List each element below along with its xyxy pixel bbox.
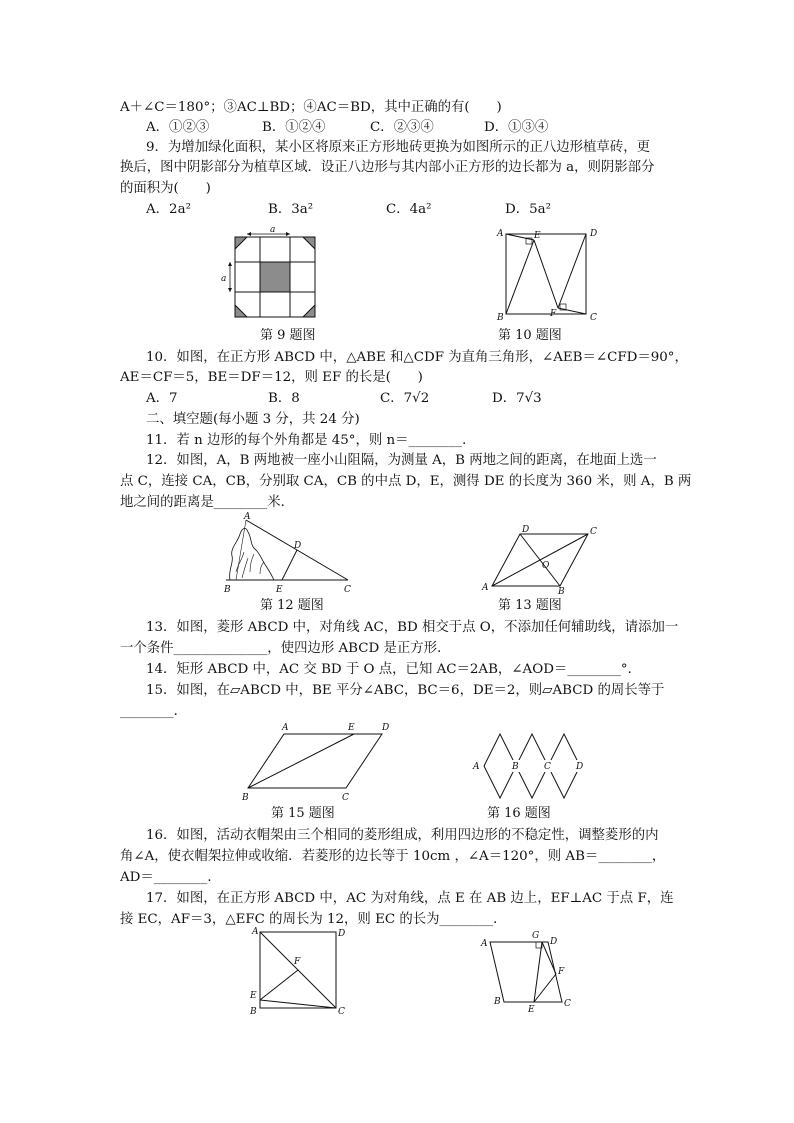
- fig15-label-c: C: [342, 793, 349, 803]
- fig17a-label-a: A: [252, 927, 259, 937]
- q9-option-c[interactable]: C．4a²: [386, 202, 432, 217]
- q10-option-b[interactable]: B．8: [268, 391, 300, 406]
- fig12-label-c: C: [344, 585, 351, 595]
- figure-13-rhombus: [480, 524, 605, 596]
- q9-text-1: 9．为增加绿化面积，某小区将原来正方形地砖更换为如图所示的正八边形植草砖，更: [146, 140, 650, 155]
- q12-text-2: 点 C，连接 CA，CB，分别取 CA，CB 的中点 D，E，测得 DE 的长度为 360 米，则 A，B 两: [120, 474, 692, 489]
- q9-option-a[interactable]: A．2a²: [146, 202, 191, 217]
- fig10-label-b: B: [497, 313, 504, 323]
- q15-text-2: ________．: [120, 704, 187, 719]
- q10-text-1: 10．如图，在正方形 ABCD 中，△ABE 和△CDF 为直角三角形，∠AEB＝∠CFD＝90°，: [146, 350, 688, 365]
- q8-option-b[interactable]: B．①②④: [262, 120, 326, 135]
- q16-text-1: 16．如图，活动衣帽架由三个相同的菱形组成，利用四边形的不稳定性，调整菱形的内: [146, 828, 659, 843]
- section-2-heading: 二、填空题(每小题 3 分，共 24 分): [146, 412, 360, 427]
- q9-text-3: 的面积为( ): [120, 181, 211, 196]
- fig12-label-b: B: [224, 585, 231, 595]
- fig13-label-d: D: [522, 525, 530, 535]
- fig13-label-c: C: [590, 527, 597, 537]
- q10-option-a[interactable]: A．7: [146, 391, 178, 406]
- q11-text: 11．若 n 边形的每个外角都是 45°，则 n＝________．: [146, 433, 476, 448]
- q14-text: 14．矩形 ABCD 中，AC 交 BD 于 O 点，已知 AC＝2AB，∠AOD＝________°．: [146, 662, 641, 677]
- q10-caption: 第 10 题图: [498, 328, 562, 343]
- figure-10-square: [490, 224, 610, 324]
- fig16-label-b: B: [512, 762, 519, 772]
- fig17b-label-f: F: [558, 967, 565, 977]
- figure-17-square: [246, 924, 346, 1016]
- fig17b-label-d: D: [550, 937, 558, 947]
- fig16-label-a: A: [473, 762, 480, 772]
- q8-text: A＋∠C＝180°；③AC⊥BD；④AC＝BD，其中正确的有( ): [120, 100, 502, 115]
- q8-option-d[interactable]: D．①③④: [484, 120, 549, 135]
- fig17a-label-f: F: [294, 957, 301, 967]
- figure-16-coat-rack: [466, 726, 586, 804]
- fig17a-label-e: E: [250, 991, 257, 1001]
- q12-text-3: 地之间的距离是________米．: [120, 495, 295, 510]
- fig17a-label-b: B: [250, 1007, 257, 1016]
- q8-option-a[interactable]: A．①②③: [146, 120, 210, 135]
- fig12-label-d: D: [294, 541, 302, 551]
- fig17b-label-e: E: [528, 1005, 535, 1015]
- figure-17-parallelogram: [478, 928, 582, 1018]
- fig17a-label-c: C: [338, 1007, 345, 1016]
- fig16-label-c: C: [544, 762, 551, 772]
- figure-9-octagon-tiles: [220, 222, 330, 327]
- q17-text-1: 17．如图，在正方形 ABCD 中，AC 为对角线，点 E 在 AB 边上，EF⊥AC 于点 F，连: [146, 891, 674, 906]
- fig16-label-d: D: [576, 762, 584, 772]
- q9-option-b[interactable]: B．3a²: [268, 202, 314, 217]
- q8-option-c[interactable]: C．②③④: [370, 120, 434, 135]
- fig13-label-b: B: [558, 587, 565, 596]
- q15-caption: 第 15 题图: [271, 806, 335, 821]
- fig12-label-e: E: [276, 585, 283, 595]
- q10-option-d[interactable]: D．7√3: [492, 391, 542, 406]
- fig10-label-d: D: [590, 229, 598, 239]
- fig15-label-a: A: [282, 723, 289, 733]
- fig10-label-f: F: [550, 309, 557, 319]
- q13-text-1: 13．如图，菱形 ABCD 中，对角线 AC，BD 相交于点 O，不添加任何辅助线，请添加一: [146, 620, 679, 635]
- fig17a-label-d: D: [338, 929, 346, 939]
- fig9-label-a-left: a: [221, 274, 227, 284]
- fig15-label-d: D: [382, 723, 390, 733]
- fig15-label-e: E: [348, 723, 355, 733]
- q17-text-2: 接 EC，AF＝3，△EFC 的周长为 12，则 EC 的长为________．: [120, 912, 507, 927]
- fig17b-label-a: A: [481, 939, 488, 949]
- fig13-label-o: O: [542, 561, 550, 571]
- q16-text-3: AD＝________．: [120, 870, 221, 885]
- q16-text-2: 角∠A，使衣帽架拉伸或收缩．若菱形的边长等于 10cm ，∠A＝120°，则 AB＝________，: [120, 849, 666, 864]
- fig17b-label-c: C: [564, 999, 571, 1009]
- fig10-label-e: E: [534, 231, 541, 241]
- fig10-label-a: A: [497, 229, 504, 239]
- figure-15-parallelogram: [236, 718, 394, 804]
- fig10-label-c: C: [590, 313, 597, 323]
- q9-caption: 第 9 题图: [260, 328, 316, 343]
- fig12-label-a: A: [244, 512, 251, 522]
- fig17b-label-b: B: [494, 997, 501, 1007]
- q9-text-2: 换后，图中阴影部分为植草区域．设正八边形与其内部小正方形的边长都为 a，则阴影部分: [120, 160, 655, 175]
- q12-caption: 第 12 题图: [260, 598, 324, 613]
- figure-12-hill: [216, 512, 361, 598]
- fig9-label-a-top: a: [270, 225, 276, 235]
- fig17b-label-g: G: [532, 931, 540, 941]
- q12-text-1: 12．如图，A，B 两地被一座小山阻隔，为测量 A，B 两地之间的距离，在地面上选一: [146, 453, 657, 468]
- q16-caption: 第 16 题图: [487, 806, 551, 821]
- q10-text-2: AE＝CF＝5，BE＝DF＝12，则 EF 的长是( ): [120, 370, 423, 385]
- fig13-label-a: A: [482, 583, 489, 593]
- q9-option-d[interactable]: D．5a²: [505, 202, 551, 217]
- q15-text-1: 15．如图，在▱ABCD 中，BE 平分∠ABC，BC＝6，DE＝2，则▱ABCD 的周长等于: [146, 683, 665, 698]
- fig15-label-b: B: [242, 793, 249, 803]
- q10-option-c[interactable]: C．7√2: [380, 391, 430, 406]
- q13-caption: 第 13 题图: [498, 598, 562, 613]
- q13-text-2: 一个条件______________，使四边形 ABCD 是正方形．: [120, 641, 451, 656]
